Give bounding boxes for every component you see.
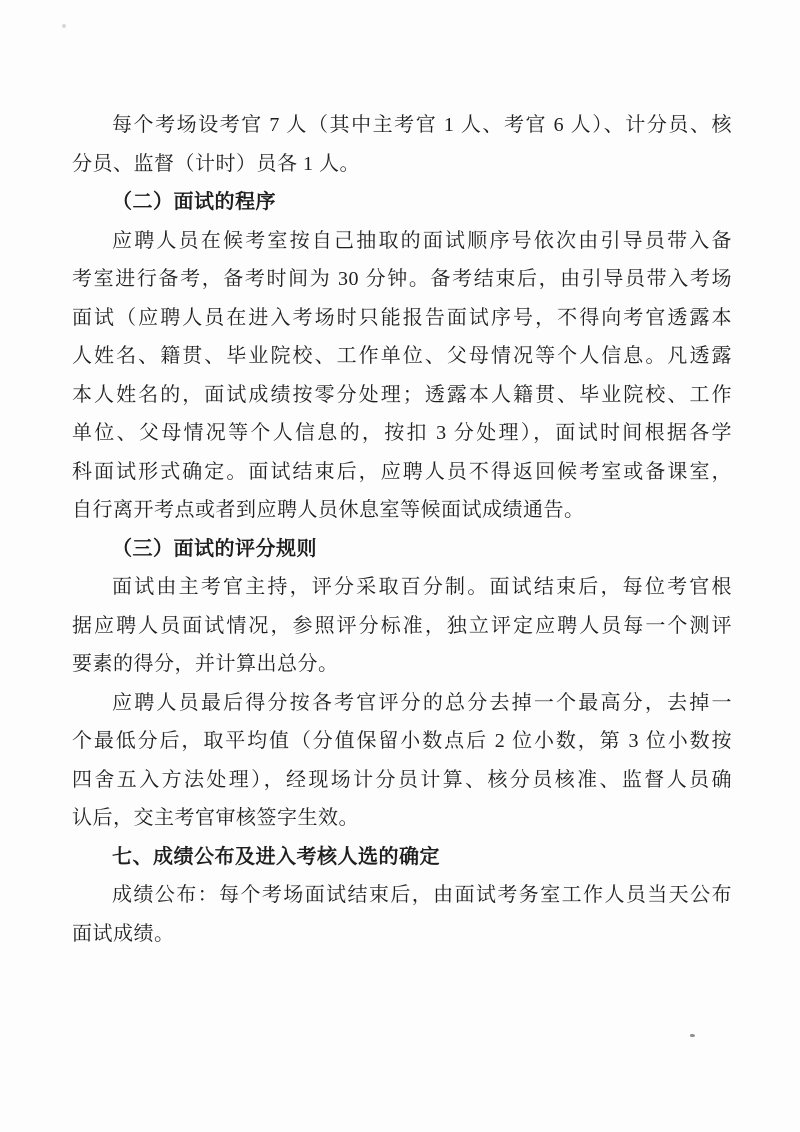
document-line: 四舍五入方法处理），经现场计分员计算、核分员核准、监督人员确 (72, 768, 732, 791)
document-line: 本人姓名的，面试成绩按零分处理；透露本人籍贯、毕业院校、工作 (72, 383, 732, 406)
document-line: 应聘人员最后得分按各考官评分的总分去掉一个最高分，去掉一 (112, 691, 732, 714)
section-heading-results-announcement: 七、成绩公布及进入考核人选的确定 (112, 845, 440, 868)
document-line: 科面试形式确定。面试结束后，应聘人员不得返回候考室或备课室， (72, 460, 732, 483)
document-line: 面试成绩。 (72, 922, 175, 945)
document-line: 人姓名、籍贯、毕业院校、工作单位、父母情况等个人信息。凡透露 (72, 345, 732, 367)
scan-artifact-bottom (690, 1034, 695, 1037)
document-body (72, 106, 732, 953)
document-line: 应聘人员在候考室按自己抽取的面试顺序号依次由引导员带入备 (112, 229, 732, 252)
document-line: 分员、监督（计时）员各 1 人。 (72, 152, 360, 175)
document-line: 面试（应聘人员在进入考场时只能报告面试序号，不得向考官透露本 (72, 306, 732, 329)
document-line: 每个考场设考官 7 人（其中主考官 1 人、考官 6 人）、计分员、核 (112, 114, 732, 136)
document-line: 要素的得分，并计算出总分。 (72, 653, 339, 675)
document-line: 个最低分后，取平均值（分值保留小数点后 2 位小数，第 3 位小数按 (72, 730, 732, 752)
document-line: 认后，交主考官审核签字生效。 (72, 807, 359, 829)
scan-artifact-top (62, 24, 66, 28)
document-line: 考室进行备考，备考时间为 30 分钟。备考结束后，由引导员带入考场 (72, 268, 732, 290)
document-line: 据应聘人员面试情况，参照评分标准，独立评定应聘人员每一个测评 (72, 614, 732, 637)
document-line: 成绩公布：每个考场面试结束后，由面试考务室工作人员当天公布 (112, 884, 732, 906)
document-line: 自行离开考点或者到应聘人员休息室等候面试成绩通告。 (72, 499, 585, 521)
section-heading-scoring-rules: （三）面试的评分规则 (112, 537, 317, 560)
document-line: 面试由主考官主持，评分采取百分制。面试结束后，每位考官根 (112, 576, 732, 598)
section-heading-interview-procedure: （二）面试的程序 (112, 191, 276, 213)
document-line: 单位、父母情况等个人信息的，按扣 3 分处理），面试时间根据各学 (72, 422, 732, 444)
